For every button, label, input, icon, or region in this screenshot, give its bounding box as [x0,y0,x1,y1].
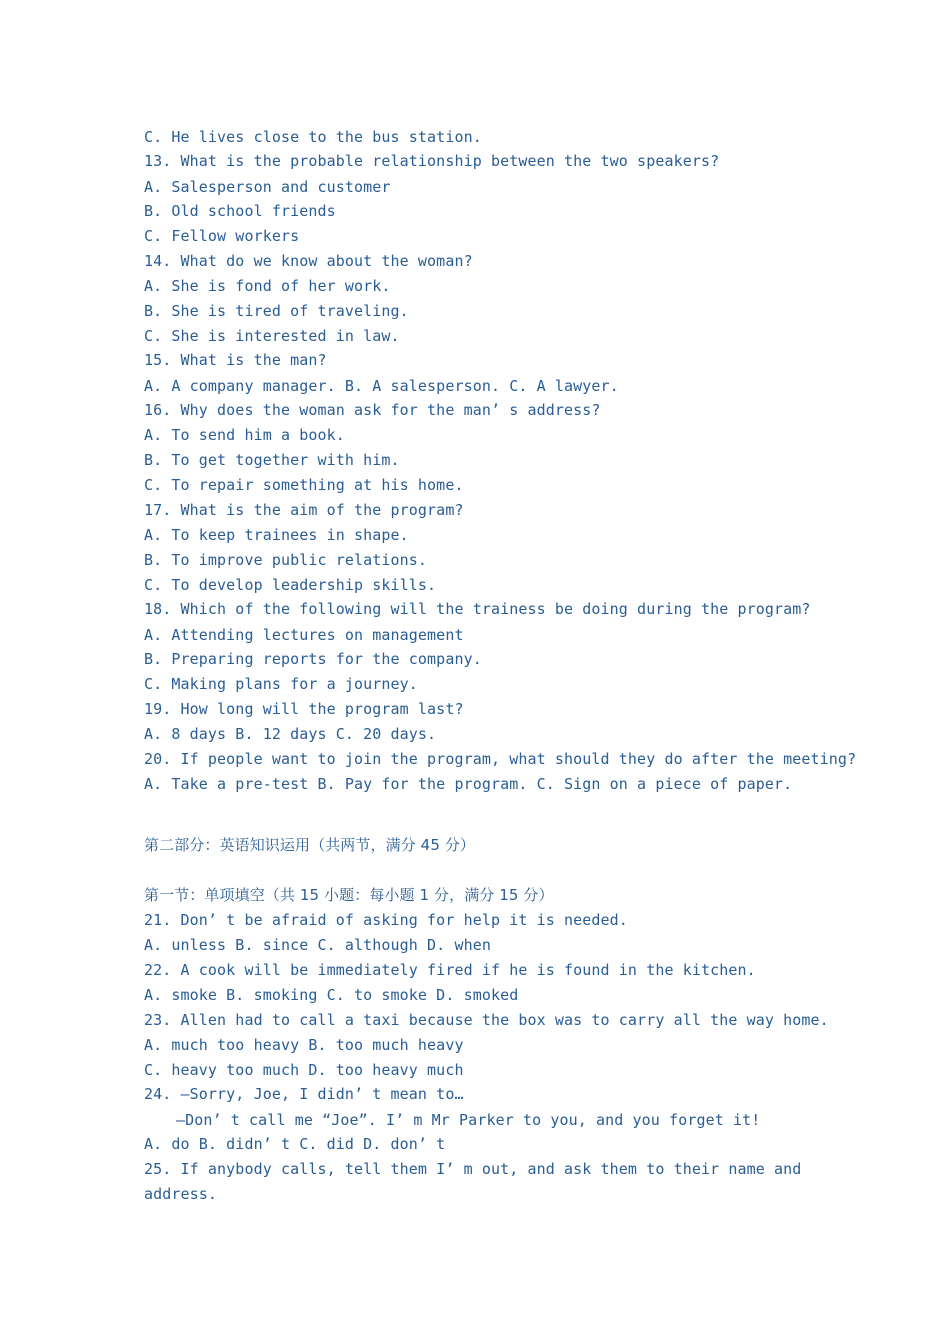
question-14: 14. What do we know about the woman? [144,252,473,270]
option-line: A. Salesperson and customer [144,178,391,196]
option-line: B. To improve public relations. [144,551,428,569]
question-13: 13. What is the probable relationship between the two speakers? [144,152,720,170]
option-line: A. unless B. since C. although D. when [144,936,491,954]
option-line: A. smoke B. smoking C. to smoke D. smoked [144,986,519,1004]
option-line: C. To repair something at his home. [144,476,464,494]
question-23: 23. Allen had to call a taxi because the box was to carry all the way home. [144,1011,829,1029]
question-17: 17. What is the aim of the program? [144,501,464,519]
option-line: A. A company manager. B. A salesperson. C. A lawyer. [144,377,619,395]
option-line: A. To send him a book. [144,426,345,444]
option-line: B. To get together with him. [144,451,400,469]
option-line: A. 8 days B. 12 days C. 20 days. [144,725,437,743]
option-line: C. Fellow workers [144,227,300,245]
option-line: B. Old school friends [144,202,336,220]
question-16: 16. Why does the woman ask for the man’ s address? [144,401,601,419]
option-line: A. Take a pre-test B. Pay for the program. C. Sign on a piece of paper. [144,775,793,793]
option-line: A. She is fond of her work. [144,277,391,295]
option-line: A. much too heavy B. too much heavy [144,1036,464,1054]
option-line: A. do B. didn’ t C. did D. don’ t [144,1135,446,1153]
option-line: C. To develop leadership skills. [144,576,437,594]
text-line: address. [144,1185,218,1203]
option-line: C. She is interested in law. [144,327,400,345]
option-line: B. Preparing reports for the company. [144,650,482,668]
question-18: 18. Which of the following will the trainess be doing during the program? [144,600,811,618]
option-line: A. To keep trainees in shape. [144,526,409,544]
option-line: A. Attending lectures on management [144,626,464,644]
question-19: 19. How long will the program last? [144,700,464,718]
question-25: 25. If anybody calls, tell them I’ m out, and ask them to their name and [144,1160,802,1178]
question-24: 24. —Sorry, Joe, I didn’ t mean to… [144,1085,464,1103]
section-heading-single-choice: 第一节：单项填空（共 15 小题：每小题 1 分，满分 15 分） [144,886,554,904]
question-21: 21. Don’ t be afraid of asking for help it is needed. [144,911,628,929]
question-20: 20. If people want to join the program, what should they do after the meeting? [144,750,857,768]
question-22: 22. A cook will be immediately fired if he is found in the kitchen. [144,961,756,979]
option-line: C. heavy too much D. too heavy much [144,1061,464,1079]
option-line: B. She is tired of traveling. [144,302,409,320]
text-line: C. He lives close to the bus station. [144,128,482,146]
section-heading-part-two: 第二部分：英语知识运用（共两节，满分 45 分） [144,836,476,854]
dialogue-line: —Don’ t call me “Joe”. I’ m Mr Parker to you, and you forget it! [176,1111,761,1129]
option-line: C. Making plans for a journey. [144,675,418,693]
question-15: 15. What is the man? [144,351,327,369]
